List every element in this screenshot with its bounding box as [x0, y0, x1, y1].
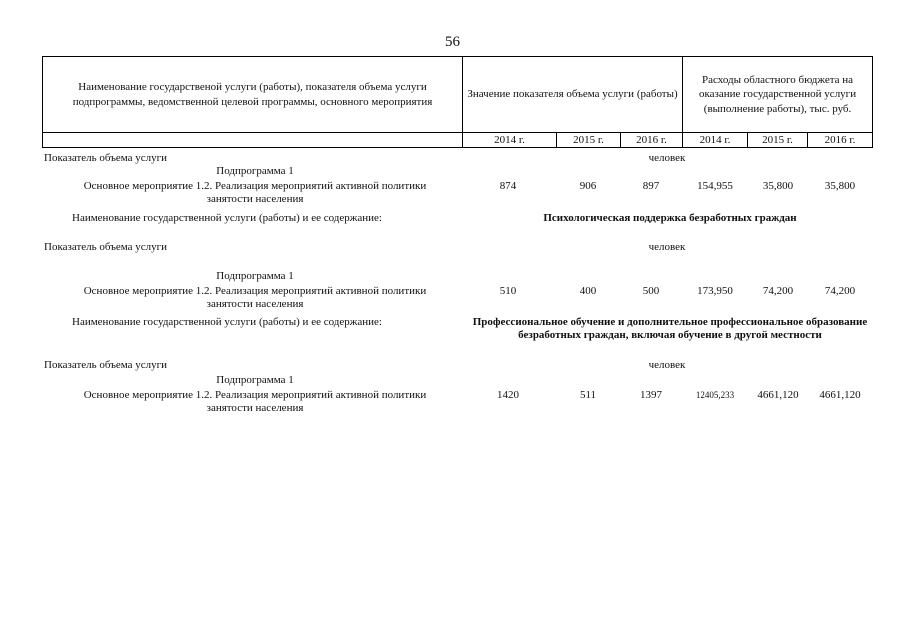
value-2016: 897	[642, 180, 660, 192]
subprogram-label: Подпрограмма 1	[216, 270, 294, 282]
header-year: 2014 г.	[463, 133, 557, 148]
header-year: 2014 г.	[683, 133, 748, 148]
indicator-label: Показатель объема услуги	[44, 152, 168, 164]
value-2015: 511	[579, 389, 597, 401]
unit-label: человек	[648, 359, 686, 371]
header-expense-column: Расходы областного бюджета на оказание государственной услуги (выполнение работы), тыс. руб.	[683, 57, 873, 133]
value-2015: 906	[579, 180, 597, 192]
page-number: 56	[445, 34, 460, 50]
subprogram-label: Подпрограмма 1	[216, 374, 294, 386]
header-empty-cell	[43, 133, 463, 148]
measure-line-1: Основное мероприятие 1.2. Реализация мероприятий активной политики	[83, 180, 427, 192]
measure-line-1: Основное мероприятие 1.2. Реализация мероприятий активной политики	[83, 389, 427, 401]
header-year: 2015 г.	[557, 133, 621, 148]
value-2016: 1397	[640, 389, 662, 401]
measure-line-1: Основное мероприятие 1.2. Реализация мероприятий активной политики	[83, 285, 427, 297]
value-2016: 500	[642, 285, 660, 297]
expense-2014: 173,950	[697, 285, 733, 297]
value-2015: 400	[579, 285, 597, 297]
unit-label: человек	[648, 152, 686, 164]
service-label: Наименование государственной услуги (работы) и ее содержание:	[72, 316, 382, 328]
expense-2014: 154,955	[697, 180, 733, 192]
value-2014: 1420	[497, 389, 519, 401]
unit-label: человек	[648, 241, 686, 253]
service-name: Профессиональное обучение и дополнительное профессиональное образование безработных граждан, включая обучение в другой местности	[472, 316, 868, 341]
header-name-column: Наименование государственой услуги (работы), показателя объема услуги подпрограммы, ведомственной целевой программы, основного мероприятия	[43, 57, 463, 133]
indicator-label: Показатель объема услуги	[44, 359, 168, 371]
expense-2015: 4661,120	[757, 389, 799, 401]
service-name: Психологическая поддержка безработных граждан	[543, 212, 797, 224]
expense-2015: 74,200	[762, 285, 794, 297]
expense-2014: 12405,233	[695, 390, 735, 400]
expense-2015: 35,800	[762, 180, 794, 192]
value-2014: 874	[499, 180, 517, 192]
measure-line-2: занятости населения	[206, 402, 304, 414]
measure-line-2: занятости населения	[206, 298, 304, 310]
service-label: Наименование государственной услуги (работы) и ее содержание:	[72, 212, 382, 224]
value-2014: 510	[499, 285, 517, 297]
expense-2016: 35,800	[824, 180, 856, 192]
expense-2016: 4661,120	[819, 389, 861, 401]
header-value-column: Значение показателя объема услуги (работы)	[463, 57, 683, 133]
table-header	[42, 56, 873, 148]
measure-line-2: занятости населения	[206, 193, 304, 205]
indicator-label: Показатель объема услуги	[44, 241, 168, 253]
expense-2016: 74,200	[824, 285, 856, 297]
subprogram-label: Подпрограмма 1	[216, 165, 294, 177]
header-year: 2016 г.	[808, 133, 873, 148]
header-year: 2015 г.	[748, 133, 808, 148]
header-year: 2016 г.	[621, 133, 683, 148]
